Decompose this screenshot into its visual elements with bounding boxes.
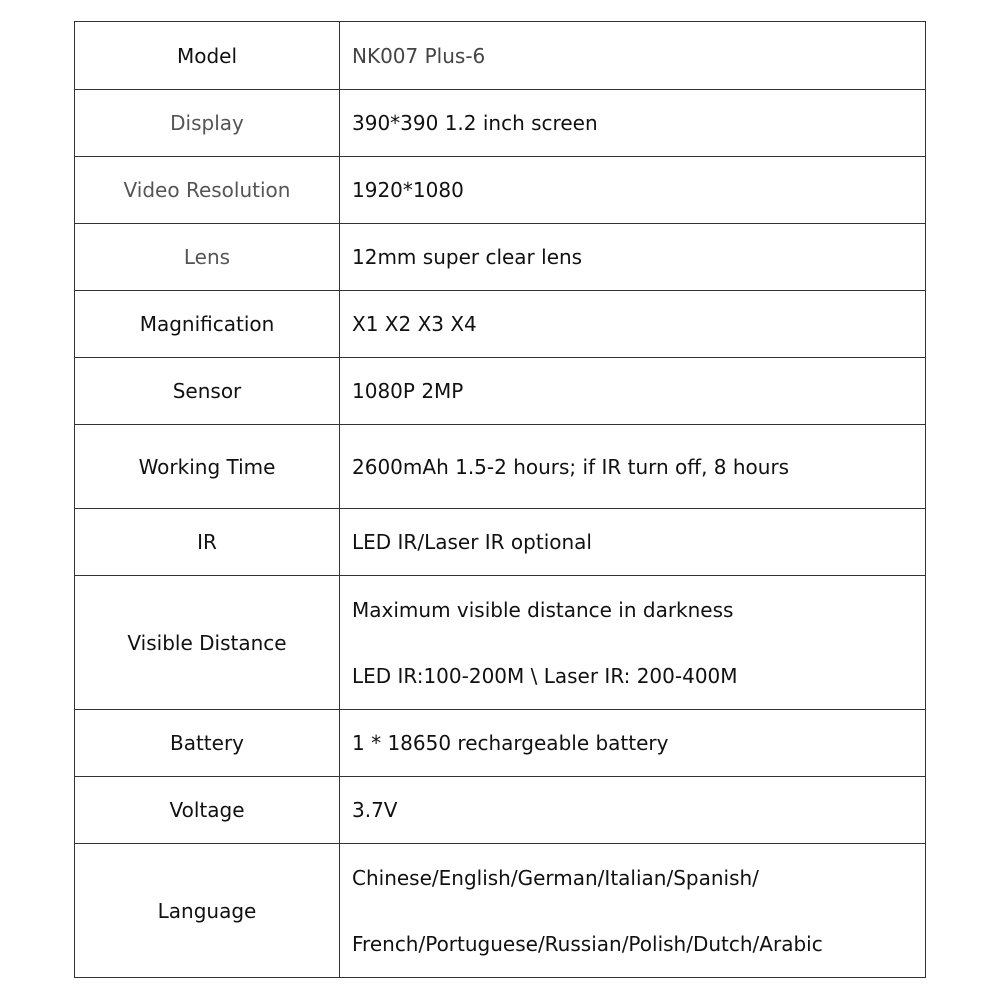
spec-row-model bbox=[75, 22, 926, 90]
spec-value: 2600mAh 1.5-2 hours; if IR turn off, 8 hours bbox=[340, 425, 926, 509]
spec-row-magnification bbox=[75, 291, 926, 358]
spec-value: X1 X2 X3 X4 bbox=[340, 291, 926, 358]
spec-label: Sensor bbox=[75, 358, 340, 425]
spec-value-line: Maximum visible distance in darkness bbox=[352, 597, 734, 622]
spec-label: IR bbox=[75, 509, 340, 576]
spec-row-battery bbox=[75, 710, 926, 777]
spec-row-working-time bbox=[75, 425, 926, 509]
spec-row-display bbox=[75, 90, 926, 157]
spec-value-line: Chinese/English/German/Italian/Spanish/ bbox=[352, 865, 759, 890]
spec-value bbox=[340, 844, 926, 978]
spec-value: 1080P 2MP bbox=[340, 358, 926, 425]
spec-value: LED IR/Laser IR optional bbox=[340, 509, 926, 576]
spec-label: Model bbox=[75, 22, 340, 90]
spec-value: NK007 Plus-6 bbox=[340, 22, 926, 90]
spec-row-sensor bbox=[75, 358, 926, 425]
spec-value: 1 * 18650 rechargeable battery bbox=[340, 710, 926, 777]
spec-label: Working Time bbox=[75, 425, 340, 509]
spec-label: Language bbox=[75, 844, 340, 978]
spec-label: Voltage bbox=[75, 777, 340, 844]
spec-value-line: LED IR:100-200M \ Laser IR: 200-400M bbox=[352, 663, 738, 688]
spec-row-ir bbox=[75, 509, 926, 576]
spec-label: Display bbox=[75, 90, 340, 157]
spec-label: Video Resolution bbox=[75, 157, 340, 224]
spec-row-lens bbox=[75, 224, 926, 291]
spec-value: 1920*1080 bbox=[340, 157, 926, 224]
spec-row-visible-distance bbox=[75, 576, 926, 710]
spec-label: Magnification bbox=[75, 291, 340, 358]
spec-row-language bbox=[75, 844, 926, 978]
spec-value: 390*390 1.2 inch screen bbox=[340, 90, 926, 157]
spec-value: 12mm super clear lens bbox=[340, 224, 926, 291]
spec-label: Lens bbox=[75, 224, 340, 291]
spec-row-video-resolution bbox=[75, 157, 926, 224]
spec-value-line: French/Portuguese/Russian/Polish/Dutch/Arabic bbox=[352, 931, 823, 956]
spec-label: Battery bbox=[75, 710, 340, 777]
spec-label: Visible Distance bbox=[75, 576, 340, 710]
spec-row-voltage bbox=[75, 777, 926, 844]
spec-value: 3.7V bbox=[340, 777, 926, 844]
spec-value bbox=[340, 576, 926, 710]
spec-table bbox=[74, 21, 926, 978]
